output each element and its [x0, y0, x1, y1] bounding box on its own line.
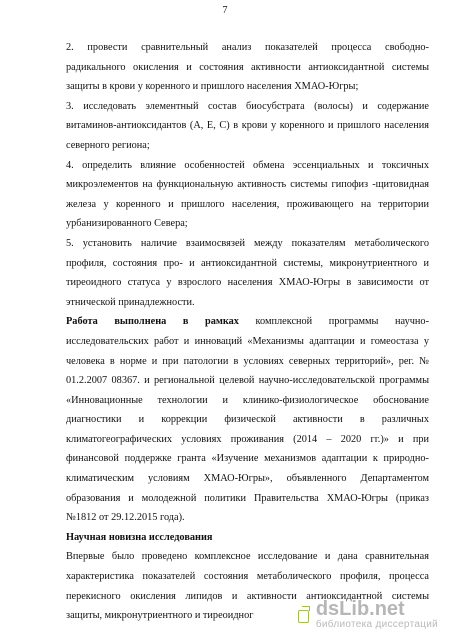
- text-line: климатогеографических условиях проживания (2014 – 2020 гг.)» и при: [66, 433, 429, 445]
- text-line: северного региона;: [66, 139, 150, 151]
- text-line: этнической принадлежности.: [66, 296, 195, 308]
- text-line: исследовательских работ и инноваций «Механизмы адаптации и гомеостаза у: [66, 335, 429, 347]
- text-line: радикального окисления и состояния активности антиоксидантной системы: [66, 61, 429, 73]
- text-line: защиты в крови у коренного и пришлого населения ХМАО-Югры;: [66, 81, 359, 93]
- text-line: 4. определить влияние особенностей обмена эссенциальных и токсичных: [66, 159, 429, 171]
- text-line: тиреоидного статуса у взрослого населения ХМАО-Югры в зависимости от: [66, 277, 429, 289]
- bold-phrase: Работа выполнена в рамках: [66, 316, 239, 328]
- text-line: Впервые было проведено комплексное исследование и дана сравнительная: [66, 551, 429, 563]
- text-line: железа у коренного и пришлого населения, проживающего на территории: [66, 198, 429, 210]
- text-line: 3. исследовать элементный состав биосубстрата (волосы) и содержание: [66, 100, 429, 112]
- text-line: микроэлементов на функциональную активность системы гипофиз -щитовидная: [66, 179, 429, 191]
- text-line: характеристика показателей состояния метаболического профиля, процесса: [66, 571, 429, 583]
- watermark-tagline: библиотека диссертаций: [315, 619, 438, 630]
- text-line: витаминов-антиоксидантов (А, Е, С) в крови у коренного и пришлого населения: [66, 120, 429, 132]
- text-line: «Инновационные технологии и клинико-физиологическое обоснование: [66, 394, 429, 406]
- text-line: урбанизированного Севера;: [66, 218, 188, 230]
- page-number: 7: [222, 5, 228, 16]
- text-line: защиты, микронутриентного и тиреоидног: [66, 610, 254, 622]
- text-line: человека в норме и при патологии в условиях северных территорий», рег. №: [66, 355, 429, 367]
- watermark: [297, 599, 438, 631]
- text-line: профиля, состояния про- и антиоксидантной системы, микронутриентного и: [66, 257, 429, 269]
- text-line: 01.2.2007 08367. и региональной целевой научно-исследовательской программы: [66, 375, 429, 387]
- text-line: образования и молодежной политики Правительства ХМАО-Югры (приказ: [66, 492, 429, 504]
- text-line: [66, 312, 429, 332]
- text-line: 5. установить наличие взаимосвязей между показателям метаболического: [66, 237, 429, 249]
- text-line: перекисного окисления липидов и активности антиоксидантной системы: [66, 590, 429, 602]
- document-body: [66, 38, 429, 626]
- text-line: финансовой поддержке гранта «Изучение механизмов адаптации к природно-: [66, 453, 429, 465]
- text-line: Научная новизна исследования: [66, 531, 213, 543]
- book-icon: [297, 605, 312, 625]
- text-line: диагностики и коррекции физической активности в различных: [66, 414, 429, 426]
- text-line: №1812 от 29.12.2015 года).: [66, 512, 185, 524]
- text-line: климатическим условиям ХМАО-Югры», объявленного Департаментом: [66, 473, 429, 485]
- text-line: 2. провести сравнительный анализ показателей процесса свободно-: [66, 42, 429, 53]
- line-text: комплексной программы научно-: [238, 316, 429, 328]
- watermark-brand: dsLib.net: [315, 598, 405, 620]
